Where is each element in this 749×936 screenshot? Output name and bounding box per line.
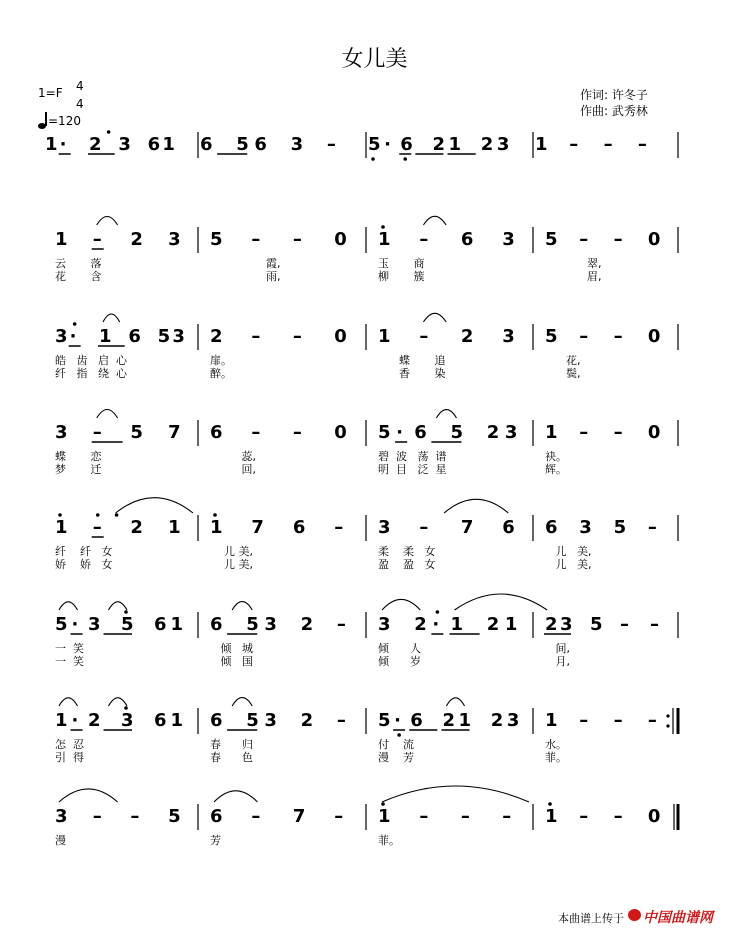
lyric-line: 雨, (210, 270, 281, 283)
lyric-line: 引 得 (55, 751, 84, 764)
lyric-line: 玉 商 (378, 257, 425, 270)
lyric-line: 倾 城 (210, 642, 253, 655)
measure-notes: 1 – – 0 (545, 422, 661, 443)
measure-notes: 6 – 7 – (210, 806, 344, 827)
measure-notes: 6 3 5 – (545, 517, 657, 538)
octave-dot (371, 157, 375, 161)
measure-notes: 3 – 7 6 (378, 517, 515, 538)
slur (59, 698, 78, 706)
lyric-line: 云 落 (55, 257, 102, 270)
lyric-line: 月, (545, 655, 570, 668)
measure-notes: 2 – – 0 (210, 326, 347, 347)
octave-dot (124, 706, 128, 710)
octave-dot (548, 802, 552, 806)
slur (109, 602, 128, 610)
lyric-line: 花 含 (55, 270, 102, 283)
time-signature-bottom: 4 (76, 97, 84, 111)
lyric-line: 春 色 (210, 751, 253, 764)
measure-notes: 1 – 2 3 (378, 326, 515, 347)
footer-text: 本曲谱上传于 (558, 912, 624, 925)
lyric-line: 儿 美, (210, 545, 253, 558)
octave-dot (73, 322, 77, 326)
lyric-line: 回, (210, 463, 256, 476)
lyric-line: 醉。 (210, 367, 232, 380)
lyric-line: 春 归 (210, 738, 253, 751)
song-title: 女儿美 (341, 47, 408, 72)
lyric-line: 碧 波 荡 谱 (378, 450, 447, 463)
slur (436, 410, 456, 418)
measure-notes: 1 · 2 3 6 1 (45, 134, 175, 155)
lyric-line: 柳 簇 (378, 270, 425, 283)
slur (382, 786, 529, 802)
lyric-line: 花, (545, 354, 581, 367)
octave-dot (436, 610, 440, 614)
measure-notes: 1 – – – (378, 806, 512, 827)
measure-notes: 6 – – 0 (210, 422, 347, 443)
lyric-line: 柔 柔 女 (378, 545, 436, 558)
measure-notes: 1 7 6 – (210, 517, 344, 538)
lyric-line: 间, (545, 642, 570, 655)
lyric-line: 水。 (545, 738, 567, 751)
measure-notes: 5 · 6 5 2 3 (378, 422, 518, 443)
slur (423, 313, 446, 322)
slur (455, 594, 548, 610)
measure-notes: 5 – – 0 (210, 229, 347, 250)
octave-dot (397, 733, 401, 737)
lyric-line: 倾 人 (378, 642, 421, 655)
lyric-line: 扉。 (210, 354, 232, 367)
octave-dot (96, 513, 100, 517)
slur (232, 602, 252, 610)
lyric-line: 儿 美, (545, 545, 592, 558)
lyric-line: 怎 忍 (55, 738, 84, 751)
slur (116, 498, 193, 513)
slur (232, 698, 252, 706)
slur (214, 791, 257, 802)
measure-notes: 5 · 3 5 6 1 (55, 614, 184, 635)
repeat-dot (666, 724, 669, 727)
lyric-line: 付 流 (378, 738, 414, 751)
lyric-line: 霞, (210, 257, 281, 270)
lyric-line: 蝶 追 (378, 354, 446, 367)
measure-notes: 6 5 6 3 – (200, 134, 336, 155)
site-logo: 中国曲谱网 (643, 910, 713, 926)
lyric-line: 儿 美, (210, 558, 253, 571)
slur (103, 314, 120, 322)
measure-notes: 6 5 3 2 – (210, 614, 346, 635)
lyric-line: 儿 美, (545, 558, 592, 571)
measure-notes: 3 2 · 1 2 1 (378, 614, 518, 635)
octave-dot (381, 802, 385, 806)
lyric-line: 鬓, (545, 367, 581, 380)
slur (382, 599, 420, 610)
measure-notes: 1 – – – (535, 134, 647, 155)
slur (59, 602, 78, 610)
lyric-line: 翠, (545, 257, 602, 270)
octave-dot (213, 513, 217, 517)
measure-notes: 1 – 2 3 (55, 229, 181, 250)
octave-dot (381, 225, 385, 229)
lyric-line: 一 笑 (55, 655, 84, 668)
measure-notes: 5 – – 0 (545, 229, 661, 250)
measure-notes: 1 · 2 3 6 1 (55, 710, 184, 731)
slur (446, 698, 464, 706)
octave-dot (403, 157, 407, 161)
lyric-line: 明 目 泛 星 (378, 463, 447, 476)
measure-notes: 3 – 5 7 (55, 422, 181, 443)
lyric-line: 娇 娇 女 (55, 558, 113, 571)
lyric-line: 盈 盈 女 (378, 558, 436, 571)
measure-notes: 2 3 5 – – (545, 614, 659, 635)
lyric-line: 香 染 (378, 367, 446, 380)
measure-notes: 1 – 6 3 (378, 229, 515, 250)
lyricist-credit: 作词: 许冬子 (580, 88, 648, 102)
measure-notes: 1 – 2 1 (55, 517, 181, 538)
slur (59, 789, 118, 802)
slur (444, 499, 508, 513)
composer-credit: 作曲: 武秀林 (580, 104, 648, 118)
measure-notes: 3 · 1 6 5 3 (55, 326, 185, 347)
octave-dot (58, 513, 62, 517)
measure-notes: 1 – – 0 (545, 806, 661, 827)
measure-notes: 6 5 3 2 – (210, 710, 346, 731)
measure-notes: 5 – – 0 (545, 326, 661, 347)
lyric-line: 菲。 (545, 751, 567, 764)
measure-notes: 3 – – 5 (55, 806, 181, 827)
lyric-line: 蝶 恋 (55, 450, 102, 463)
site-logo-icon (628, 909, 641, 921)
lyric-line: 梦 迁 (55, 463, 102, 476)
repeat-dot (666, 714, 669, 717)
measure-notes: 5 · 6 2 1 2 3 (368, 134, 510, 155)
tempo-value: =120 (48, 114, 81, 128)
slur (97, 409, 118, 418)
lyric-line: 芳 (210, 834, 221, 847)
lyric-line: 倾 岁 (378, 655, 421, 668)
lyric-line: 漫 芳 (378, 751, 414, 764)
lyric-line: 倾 国 (210, 655, 253, 668)
measure-notes: 5 · 6 2 1 2 3 (378, 710, 520, 731)
lyric-line: 一 笑 (55, 642, 84, 655)
measure-notes: 1 – – – (545, 710, 657, 731)
slur (97, 216, 118, 225)
lyric-line: 漫 (55, 834, 66, 847)
slur (109, 698, 128, 706)
lyric-line: 皓 齿 启 心 (55, 354, 127, 367)
lyric-line: 纤 指 绕 心 (55, 367, 127, 380)
lyric-line: 纤 纤 女 (55, 545, 113, 558)
lyric-line: 眉, (545, 270, 602, 283)
key-signature: 1=F (38, 86, 63, 100)
lyric-line: 袂。 (545, 450, 567, 463)
octave-dot (115, 513, 119, 517)
lyric-line: 菲。 (378, 834, 400, 847)
octave-dot (124, 610, 128, 614)
slur (423, 216, 446, 225)
octave-dot (107, 130, 111, 134)
lyric-line: 辉。 (545, 463, 567, 476)
time-signature-top: 4 (76, 79, 84, 93)
lyric-line: 蕊, (210, 450, 256, 463)
